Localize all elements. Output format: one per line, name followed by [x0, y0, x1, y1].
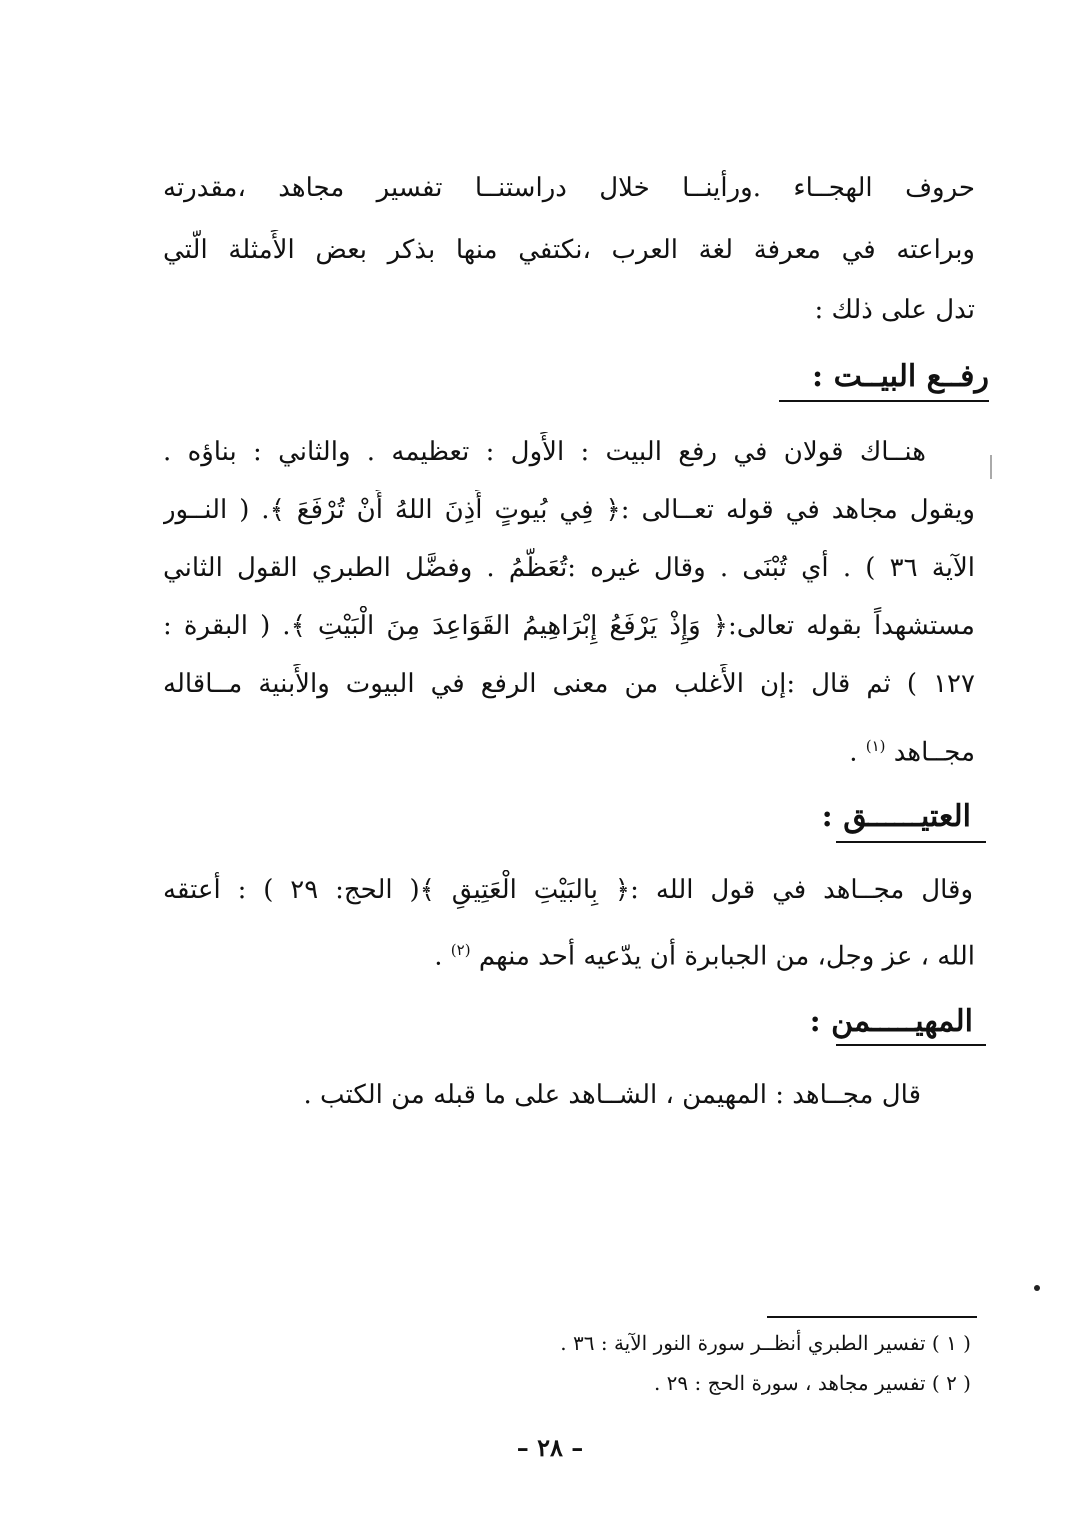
section-heading: رفــع البيــت :: [812, 359, 989, 394]
paragraph-line: هنــاك قولان في رفع البيت : الأَول : تعظيمه . والثاني : بناؤه .: [163, 437, 926, 467]
full-stop: .: [434, 941, 443, 972]
paragraph-line: حروف الهجــاء .ورأينــا خلال دراستنــا تفسير مجاهد ،مقدرته: [163, 173, 975, 203]
paragraph-line: الآية ٣٦ ) . أي تُبْنَى . وقال غيره :تُعَظَّمُ . وفضَّل الطبري القول الثاني: [163, 553, 975, 583]
paragraph-line: ويقول مجاهد في قوله تعــالى :﴿ فِي بُيوتٍ أَذِنَ اللهُ أَنْ تُرْفَعَ ﴾. ( النــور: [163, 495, 975, 525]
paragraph-line: ١٢٧ ) ثم قال :إن الأَغلب من معنى الرفع في البيوت والأَبنية مــاقاله: [163, 669, 975, 699]
footnote: ( ٢ ) تفسير مجاهد ، سورة الحج : ٢٩ .: [653, 1371, 971, 1395]
full-stop: .: [849, 737, 858, 768]
paragraph-line: [163, 726, 975, 773]
heading-underline: [836, 841, 986, 843]
paragraph-line: وبراعته في معرفة لغة العرب ،نكتفي منها بذكر بعض الأَمثلة الّتي: [163, 235, 975, 265]
section-heading: المهيـــــمن :: [809, 1004, 973, 1039]
paragraph-line: قال مجــاهد : المهيمن ، الشــاهد على ما قبله من الكتب .: [303, 1080, 921, 1110]
footnote-reference: (١): [865, 737, 886, 755]
page-speck: [1034, 1285, 1040, 1291]
heading-underline: [779, 400, 989, 402]
paragraph-line: تدل على ذلك :: [814, 295, 975, 325]
paragraph-text: الله ، عز وجل، من الجبابرة أن يدّعيه أحد منهم: [478, 941, 975, 972]
paragraph-line: مستشهداً بقوله تعالى:﴿ وَإِذْ يَرْفَعُ إِبْرَاهِيمُ القَوَاعِدَ مِنَ الْبَيْتِ ﴾. ( البقرة :: [163, 611, 975, 641]
section-heading: العتيــــــق :: [821, 799, 971, 834]
paragraph-line: وقال مجــاهد في قول الله :﴿ بِالبَيْتِ الْعَتِيقِ ﴾( الحج: ٢٩ ) : أعتقه: [163, 875, 973, 905]
footnote-divider: [767, 1316, 977, 1318]
footnote-reference: (٢): [450, 941, 471, 959]
paragraph-line: [163, 930, 975, 977]
heading-underline: [836, 1044, 986, 1046]
page-number: – ٢٨ –: [516, 1433, 584, 1462]
margin-mark: [990, 455, 992, 479]
footnote: ( ١ ) تفسير الطبري أنظــر سورة النور الآية : ٣٦ .: [560, 1331, 971, 1355]
paragraph-text: مجــاهد: [893, 737, 975, 768]
